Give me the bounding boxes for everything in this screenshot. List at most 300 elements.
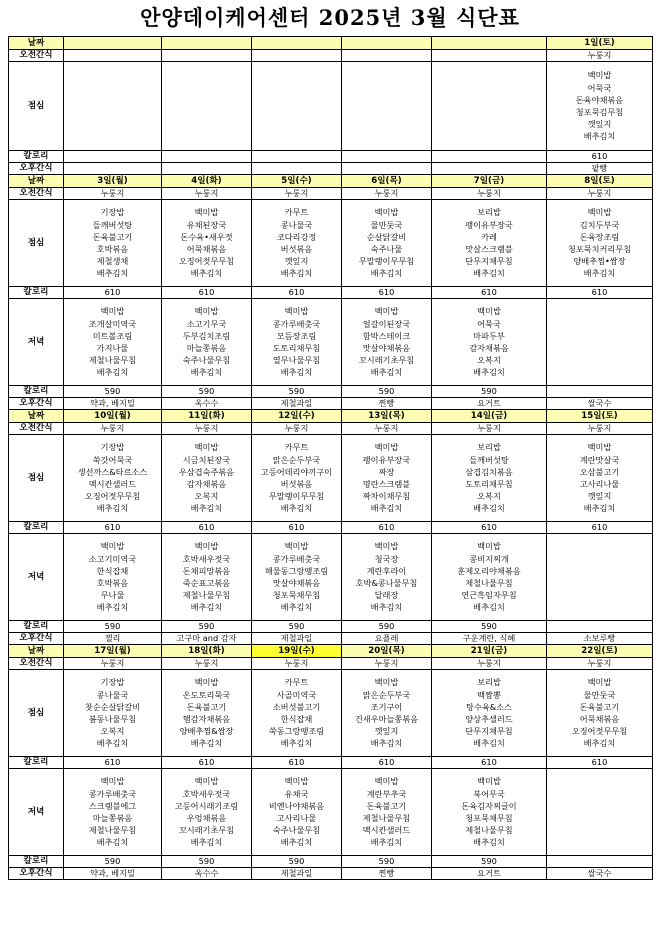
menu-item: 배추김치 (280, 738, 313, 749)
row-label-calorie: 칼로리 (9, 522, 64, 534)
menu-item: 백미밥 (374, 541, 399, 552)
menu-item: 백미밥 (374, 776, 399, 787)
am-snack-cell: 누룽지 (547, 50, 653, 62)
menu-item: 배추김치 (370, 837, 403, 848)
dinner-cell (547, 534, 653, 621)
calorie-cell: 590 (432, 386, 547, 398)
menu-item: 백미밥 (100, 306, 125, 317)
menu-item: 콩나물국 (280, 219, 313, 230)
calorie-cell: 590 (432, 856, 547, 868)
am-snack-cell: 누룽지 (432, 658, 547, 670)
row-label-date: 날짜 (9, 645, 64, 658)
row-calorie (9, 287, 653, 299)
calorie-cell: 590 (64, 621, 162, 633)
calorie-cell: 590 (64, 386, 162, 398)
menu-item: 배추김치 (280, 503, 313, 514)
menu-item: 백미밥 (100, 776, 125, 787)
row-label-am_snack: 오전간식 (9, 423, 64, 435)
menu-item: 스크램블에그 (88, 800, 137, 811)
menu-item: 생선까스&타르소스 (77, 466, 148, 477)
menu-item: 돈채피망볶음 (182, 565, 231, 576)
lunch-cell (432, 670, 547, 757)
dinner-cell (342, 534, 432, 621)
menu-item: 마늘쫑볶음 (186, 343, 227, 353)
menu-item: 콩가루배춧국 (272, 553, 321, 564)
menu-item: 조기구이 (370, 701, 403, 712)
menu-item: 어묵채볶음 (579, 714, 620, 724)
menu-item: 배추김치 (280, 837, 313, 848)
menu-item: 배추김치 (96, 738, 129, 749)
date-cell: 18일(화) (162, 645, 252, 658)
menu-item: 오복지 (100, 726, 125, 737)
row-date (9, 37, 653, 50)
am-snack-cell (64, 50, 162, 62)
calorie-cell: 590 (342, 856, 432, 868)
row-night_snack (9, 398, 653, 410)
menu-item: 제철나물무침 (465, 825, 513, 836)
menu-item: 어묵국 (587, 82, 612, 93)
menu-item: 달래장 (374, 590, 399, 601)
calorie-cell: 610 (547, 287, 653, 299)
menu-item: 배추김치 (96, 602, 129, 613)
row-day_calorie (9, 621, 653, 633)
menu-item: 도토리채무침 (465, 479, 513, 489)
row-label-am_snack: 오전간식 (9, 188, 64, 200)
menu-item: 오복지 (477, 355, 501, 366)
lunch-cell (252, 670, 342, 757)
menu-item: 제철나물무침 (465, 578, 513, 588)
row-date (9, 175, 653, 188)
menu-item: 제철나물무침 (88, 355, 137, 366)
row-label-day_calorie: 칼로리 (9, 856, 64, 868)
am-snack-cell: 누룽지 (342, 188, 432, 200)
am-snack-cell: 누룽지 (252, 188, 342, 200)
menu-item: 돈육김자찌글이 (461, 800, 517, 811)
menu-item: 백미밥 (477, 306, 501, 317)
row-label-dinner: 저녁 (9, 534, 64, 621)
calorie-cell: 610 (432, 522, 547, 534)
calorie-cell (432, 151, 547, 163)
row-label-lunch: 점심 (9, 435, 64, 522)
dinner-cell (252, 299, 342, 386)
menu-item: 마파두부 (473, 330, 505, 341)
menu-item: 제철나물무침 (362, 813, 411, 823)
menu-item: 배추김치 (370, 602, 403, 613)
row-day_calorie (9, 386, 653, 398)
menu-item: 양배추찜&쌈장 (179, 726, 234, 737)
menu-item: 배추김치 (190, 268, 223, 279)
menu-item: 배추김치 (370, 268, 403, 279)
menu-item: 꼬시래기초무침 (358, 355, 415, 366)
menu-item: 돈육불고기 (186, 701, 227, 712)
menu-item: 배추김치 (473, 367, 505, 378)
menu-item: 배추김치 (96, 837, 129, 848)
pm-snack-cell: 약과, 베지밀 (64, 398, 162, 410)
menu-item: 깻잎지 (284, 256, 309, 267)
menu-item: 청포묵채무침 (272, 590, 321, 601)
calorie-cell: 590 (252, 386, 342, 398)
row-calorie (9, 757, 653, 769)
menu-item: 마늘쫑볶음 (92, 813, 133, 823)
date-cell (432, 37, 547, 50)
am-snack-cell (342, 50, 432, 62)
calorie-cell: 590 (64, 856, 162, 868)
am-snack-cell: 누룽지 (64, 188, 162, 200)
menu-item: 깻잎지 (587, 491, 612, 502)
lunch-cell (432, 62, 547, 151)
menu-item: 배추김치 (190, 738, 223, 749)
am-snack-cell: 누룽지 (342, 423, 432, 435)
calorie-cell: 610 (342, 287, 432, 299)
am-snack-cell: 누룽지 (162, 188, 252, 200)
calorie-cell: 610 (432, 757, 547, 769)
am-snack-cell: 누룽지 (162, 658, 252, 670)
menu-item: 배추김치 (96, 367, 129, 378)
page-title: 안양데이케어센터 2025년 3월 식단표 (140, 5, 520, 30)
menu-item: 한식잡채 (280, 714, 313, 724)
pm-snack-cell (432, 163, 547, 175)
menu-item: 호박새우젓국 (182, 788, 231, 799)
calorie-cell: 590 (162, 856, 252, 868)
date-cell: 13일(목) (342, 410, 432, 423)
menu-item: 오징어젓무무침 (84, 491, 141, 502)
dinner-cell (342, 769, 432, 856)
menu-item: 백미밥 (194, 442, 219, 453)
lunch-cell (547, 200, 653, 287)
menu-item: 콩가루배춧국 (88, 788, 137, 799)
menu-item: 어묵국 (477, 318, 501, 329)
date-cell (64, 37, 162, 50)
row-calorie (9, 522, 653, 534)
row-label-calorie: 칼로리 (9, 287, 64, 299)
row-date (9, 645, 653, 658)
menu-item: 배추김치 (280, 367, 313, 378)
row-calorie (9, 151, 653, 163)
row-lunch (9, 200, 653, 287)
row-night_snack (9, 868, 653, 880)
menu-item: 배추김치 (370, 367, 403, 378)
row-label-lunch: 점심 (9, 670, 64, 757)
row-label-lunch: 점심 (9, 200, 64, 287)
menu-item: 봄동나물무침 (88, 714, 137, 724)
menu-item: 기장밥 (100, 442, 125, 453)
menu-item: 돈육장조림 (579, 231, 620, 242)
menu-item: 백미밥 (477, 776, 501, 787)
menu-item: 유채된장국 (186, 219, 227, 230)
calorie-cell: 610 (162, 522, 252, 534)
calorie-cell (162, 151, 252, 163)
menu-item: 청국장 (374, 553, 399, 564)
row-label-calorie: 칼로리 (9, 757, 64, 769)
lunch-cell (342, 435, 432, 522)
menu-item: 배추김치 (280, 268, 313, 279)
row-label-lunch: 점심 (9, 62, 64, 151)
menu-item: 감자채볶음 (469, 343, 509, 353)
menu-item: 모듬장조림 (276, 330, 317, 341)
date-cell: 6일(목) (342, 175, 432, 188)
lunch-cell (64, 435, 162, 522)
calorie-cell: 590 (342, 621, 432, 633)
pm-snack-cell: 제철과일 (252, 398, 342, 410)
row-lunch (9, 670, 653, 757)
date-cell: 5일(수) (252, 175, 342, 188)
menu-item: 우삼겹숙주볶음 (178, 466, 235, 477)
date-cell: 14일(금) (432, 410, 547, 423)
menu-item: 백짬뽕 (477, 689, 501, 700)
pm-snack-cell (64, 163, 162, 175)
menu-item: 건새우마늘쫑볶음 (354, 714, 419, 724)
am-snack-cell (252, 50, 342, 62)
dinner-cell (64, 299, 162, 386)
menu-item: 고등어시래기조림 (174, 800, 239, 811)
menu-item: 배추김치 (190, 367, 223, 378)
pm-snack-cell: 찐빵 (342, 868, 432, 880)
menu-item: 고사리나물 (579, 479, 620, 489)
date-cell: 22일(토) (547, 645, 653, 658)
pm-snack-cell: 쌀국수 (547, 868, 653, 880)
dinner-cell (432, 534, 547, 621)
menu-item: 오징어젓무무침 (178, 256, 235, 267)
menu-item: 배추김치 (190, 602, 223, 613)
menu-item: 호박새우젓국 (182, 553, 231, 564)
menu-item: 배추김치 (473, 503, 505, 514)
menu-item: 배추김치 (190, 837, 223, 848)
menu-item: 카무트 (284, 677, 309, 688)
menu-item: 청포묵김무침 (575, 107, 624, 117)
menu-item: 사골미역국 (276, 689, 317, 700)
calorie-cell: 610 (342, 522, 432, 534)
am-snack-cell: 누룽지 (547, 658, 653, 670)
am-snack-cell: 누룽지 (547, 188, 653, 200)
row-label-day_calorie: 칼로리 (9, 621, 64, 633)
lunch-cell (64, 670, 162, 757)
menu-item: 청포묵채무침 (465, 813, 513, 823)
row-day_calorie (9, 856, 653, 868)
menu-item: 백미밥 (587, 677, 612, 688)
dinner-cell (342, 299, 432, 386)
menu-item: 보리밥 (477, 677, 501, 688)
menu-item: 양상추샐러드 (465, 714, 513, 724)
menu-item: 배추김치 (190, 503, 223, 514)
calorie-cell: 590 (252, 856, 342, 868)
calorie-cell: 610 (64, 287, 162, 299)
menu-item: 배추김치 (473, 602, 505, 613)
menu-item: 오징어젓무무침 (571, 726, 628, 737)
am-snack-cell (162, 50, 252, 62)
lunch-cell (64, 62, 162, 151)
menu-item: 배추김치 (96, 268, 129, 279)
menu-item: 콩비지찌개 (469, 553, 509, 564)
row-dinner (9, 534, 653, 621)
menu-item: 계란맛살국 (579, 454, 620, 465)
calorie-cell: 590 (252, 621, 342, 633)
row-label-night_snack: 오후간식 (9, 398, 64, 410)
menu-item: 깻잎지 (374, 726, 399, 737)
menu-item: 유채국 (284, 788, 309, 799)
menu-item: 맥시칸샐러드 (362, 825, 411, 836)
menu-item: 맛살스크램블 (465, 244, 513, 254)
menu-item: 순살닭갈비 (366, 231, 407, 242)
menu-item: 백미밥 (284, 306, 309, 317)
row-dinner (9, 299, 653, 386)
menu-item: 어묵채볶음 (186, 244, 227, 254)
menu-item: 돈육불고기 (366, 800, 407, 811)
pm-snack-cell: 팥빵 (547, 163, 653, 175)
dinner-cell (64, 769, 162, 856)
menu-item: 맛살야채볶음 (362, 343, 411, 353)
menu-item: 열무나물무침 (272, 355, 321, 366)
row-label-am_snack: 오전간식 (9, 658, 64, 670)
menu-item: 백미밥 (284, 541, 309, 552)
dinner-cell (432, 769, 547, 856)
menu-item: 단무지채무침 (465, 726, 513, 737)
menu-item: 카무트 (284, 207, 309, 218)
row-label-date: 날짜 (9, 175, 64, 188)
dinner-cell (432, 299, 547, 386)
menu-item: 백미밥 (284, 776, 309, 787)
row-label-night_snack: 오후간식 (9, 633, 64, 645)
menu-item: 팽이유부장국 (362, 454, 411, 465)
am-snack-cell: 누룽지 (547, 423, 653, 435)
menu-item: 북어무국 (473, 788, 505, 799)
pm-snack-cell: 찐빵 (342, 398, 432, 410)
am-snack-cell: 누룽지 (252, 423, 342, 435)
lunch-cell (162, 670, 252, 757)
menu-item: 백미밥 (587, 442, 612, 453)
menu-item: 배추김치 (280, 602, 313, 613)
calorie-cell: 610 (547, 522, 653, 534)
dinner-cell (162, 769, 252, 856)
menu-item: 김치두부국 (579, 219, 620, 230)
menu-item: 청포묵치커리무침 (567, 244, 632, 254)
row-label-am_snack: 오전간식 (9, 50, 64, 62)
menu-item: 햄감자채볶음 (182, 714, 231, 724)
menu-item: 소고기무국 (186, 318, 227, 329)
row-date (9, 410, 653, 423)
menu-item: 깻잎지 (587, 119, 612, 130)
lunch-cell (342, 200, 432, 287)
date-cell: 12일(수) (252, 410, 342, 423)
pm-snack-cell: 약과, 베지밀 (64, 868, 162, 880)
menu-item: 물만둣국 (370, 219, 403, 230)
pm-snack-cell: 고구마 and 감자 (162, 633, 252, 645)
calorie-cell: 610 (162, 757, 252, 769)
date-cell: 10일(월) (64, 410, 162, 423)
menu-item: 죽순표고볶음 (182, 578, 231, 588)
date-cell: 8일(토) (547, 175, 653, 188)
menu-item: 가지나물 (96, 343, 129, 353)
menu-item: 백미밥 (194, 207, 219, 218)
calorie-cell (64, 151, 162, 163)
date-cell: 20일(목) (342, 645, 432, 658)
lunch-cell (432, 435, 547, 522)
date-cell: 7일(금) (432, 175, 547, 188)
calorie-cell (547, 621, 653, 633)
pm-snack-cell: 젤리 (64, 633, 162, 645)
menu-item: 돈수육•새우젓 (180, 231, 233, 242)
menu-item: 기장밥 (100, 207, 125, 218)
menu-item: 배추김치 (370, 503, 403, 514)
menu-item: 배추김치 (473, 738, 505, 749)
calorie-cell: 610 (252, 757, 342, 769)
menu-item: 배추김치 (583, 503, 616, 514)
menu-item: 백미밥 (194, 776, 219, 787)
menu-item: 돈육불고기 (579, 701, 620, 712)
menu-item: 짜장 (378, 466, 395, 477)
menu-item: 조개살미역국 (88, 318, 137, 329)
pm-snack-cell: 요거트 (432, 868, 547, 880)
menu-item: 도토리채무침 (272, 343, 321, 353)
calorie-cell: 590 (432, 621, 547, 633)
lunch-cell (252, 200, 342, 287)
menu-item: 제철나물무침 (182, 590, 231, 601)
menu-item: 백미밥 (374, 677, 399, 688)
menu-item: 맛살야채볶음 (272, 578, 321, 588)
menu-item: 맑은순두부국 (272, 454, 321, 465)
lunch-cell (547, 670, 653, 757)
dinner-cell (162, 299, 252, 386)
row-am_snack (9, 50, 653, 62)
menu-item: 들깨버섯탕 (92, 219, 133, 230)
row-night_snack (9, 633, 653, 645)
menu-item: 기장밥 (100, 677, 125, 688)
menu-item: 탕수육&소스 (466, 701, 512, 712)
row-label-date: 날짜 (9, 37, 64, 50)
am-snack-cell: 누룽지 (432, 423, 547, 435)
menu-item: 백미밥 (374, 207, 399, 218)
menu-item: 숙주나물무침 (182, 355, 231, 366)
calorie-cell: 610 (252, 287, 342, 299)
am-snack-cell: 누룽지 (342, 658, 432, 670)
lunch-cell (342, 62, 432, 151)
calorie-cell: 590 (162, 621, 252, 633)
calorie-cell: 610 (432, 287, 547, 299)
calorie-cell: 610 (342, 757, 432, 769)
menu-item: 백미밥 (194, 306, 219, 317)
row-label-date: 날짜 (9, 410, 64, 423)
menu-item: 계란부추국 (366, 788, 407, 799)
lunch-cell (432, 200, 547, 287)
menu-item: 양배추찜•쌈장 (573, 256, 626, 267)
calorie-cell: 610 (547, 757, 653, 769)
menu-item: 고등어데리야끼구이 (260, 466, 333, 477)
row-dinner (9, 769, 653, 856)
dinner-cell (547, 769, 653, 856)
row-am_snack (9, 658, 653, 670)
pm-snack-cell: 쌀국수 (547, 398, 653, 410)
date-cell: 11일(화) (162, 410, 252, 423)
date-cell: 21일(금) (432, 645, 547, 658)
pm-snack-cell: 옥수수 (162, 868, 252, 880)
menu-item: 해물동그랑땡조림 (264, 565, 329, 576)
pm-snack-cell: 구운계란, 식혜 (432, 633, 547, 645)
menu-item: 맥시칸샐러드 (88, 479, 137, 489)
pm-snack-cell: 요플레 (342, 633, 432, 645)
am-snack-cell: 누룽지 (64, 658, 162, 670)
lunch-cell (162, 435, 252, 522)
calorie-cell: 590 (342, 386, 432, 398)
calorie-cell: 610 (64, 757, 162, 769)
menu-item: 배추김치 (583, 131, 616, 142)
menu-item: 백미밥 (477, 541, 501, 552)
menu-item: 백미밥 (194, 677, 219, 688)
am-snack-cell (432, 50, 547, 62)
menu-item: 오복지 (194, 491, 219, 502)
menu-item: 호박볶음 (96, 578, 129, 588)
pm-snack-cell: 제철과일 (252, 633, 342, 645)
row-label-dinner: 저녁 (9, 769, 64, 856)
menu-item: 무말랭이무무침 (358, 256, 415, 267)
